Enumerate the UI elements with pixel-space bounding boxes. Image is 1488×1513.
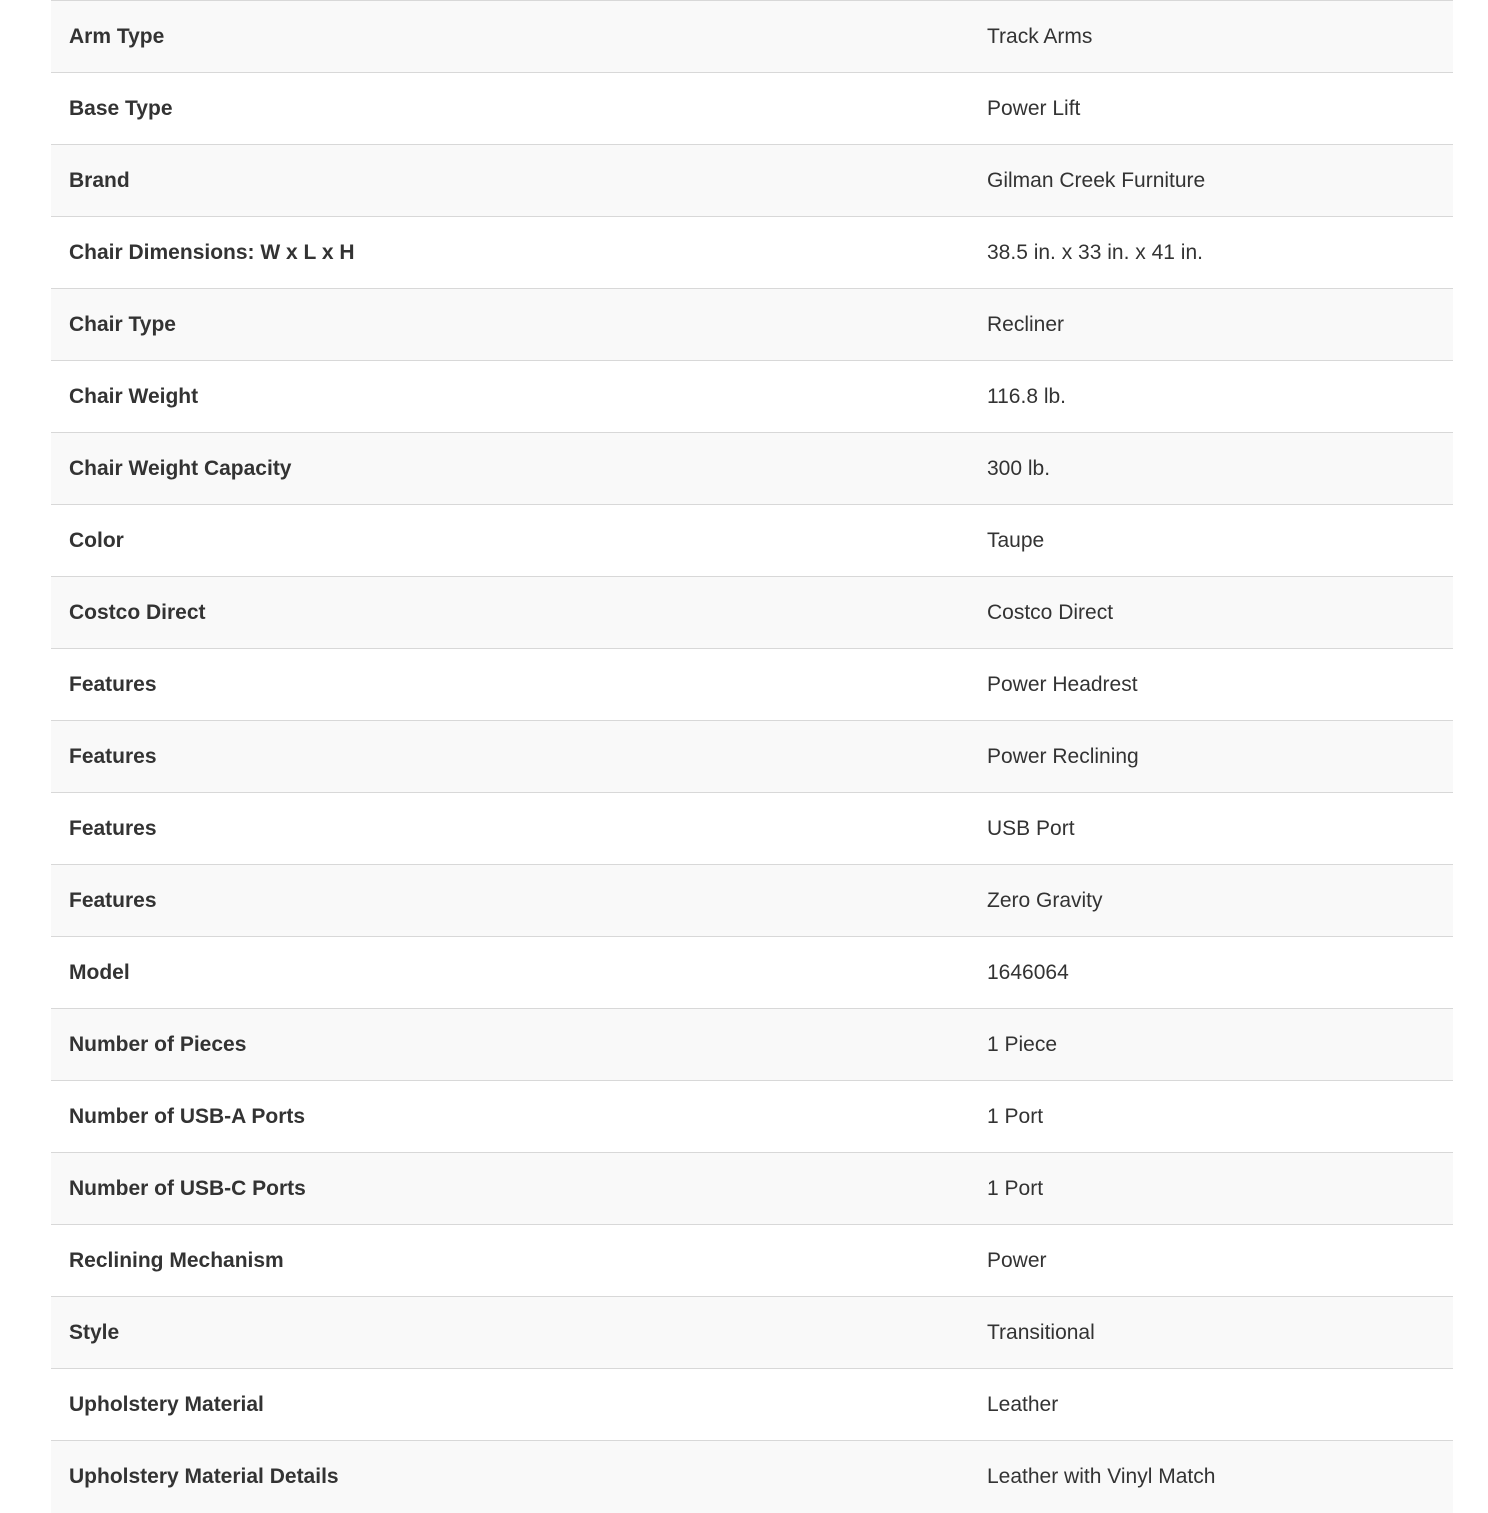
spec-row-color [51, 505, 1453, 577]
spec-row-features [51, 721, 1453, 793]
spec-value: 1 Port [969, 1081, 1453, 1153]
spec-row-number-of-pieces [51, 1009, 1453, 1081]
spec-value: 1646064 [969, 937, 1453, 1009]
spec-row-usb-a-ports [51, 1081, 1453, 1153]
spec-row-features [51, 865, 1453, 937]
spec-value: Costco Direct [969, 577, 1453, 649]
spec-value: Recliner [969, 289, 1453, 361]
specifications-table [51, 0, 1453, 1513]
spec-row-chair-weight [51, 361, 1453, 433]
spec-row-style [51, 1297, 1453, 1369]
spec-value: Leather with Vinyl Match [969, 1441, 1453, 1513]
spec-value: Gilman Creek Furniture [969, 145, 1453, 217]
spec-label: Base Type [51, 73, 969, 145]
spec-row-features [51, 649, 1453, 721]
spec-value: Zero Gravity [969, 865, 1453, 937]
specifications-table-body [51, 1, 1453, 1513]
spec-row-reclining-mechanism [51, 1225, 1453, 1297]
spec-value: 1 Piece [969, 1009, 1453, 1081]
spec-value: 38.5 in. x 33 in. x 41 in. [969, 217, 1453, 289]
spec-value: Power Reclining [969, 721, 1453, 793]
spec-label: Chair Weight Capacity [51, 433, 969, 505]
spec-value: 1 Port [969, 1153, 1453, 1225]
spec-label: Upholstery Material Details [51, 1441, 969, 1513]
spec-value: 116.8 lb. [969, 361, 1453, 433]
spec-label: Style [51, 1297, 969, 1369]
spec-label: Model [51, 937, 969, 1009]
spec-row-upholstery-material [51, 1369, 1453, 1441]
spec-label: Reclining Mechanism [51, 1225, 969, 1297]
spec-label: Color [51, 505, 969, 577]
spec-label: Number of USB-C Ports [51, 1153, 969, 1225]
spec-row-base-type [51, 73, 1453, 145]
spec-row-brand [51, 145, 1453, 217]
spec-row-chair-type [51, 289, 1453, 361]
spec-value: USB Port [969, 793, 1453, 865]
spec-label: Features [51, 793, 969, 865]
spec-value: Power Headrest [969, 649, 1453, 721]
spec-row-arm-type [51, 1, 1453, 73]
spec-label: Chair Dimensions: W x L x H [51, 217, 969, 289]
spec-label: Brand [51, 145, 969, 217]
spec-value: Track Arms [969, 1, 1453, 73]
spec-row-usb-c-ports [51, 1153, 1453, 1225]
spec-label: Costco Direct [51, 577, 969, 649]
spec-label: Number of Pieces [51, 1009, 969, 1081]
spec-label: Number of USB-A Ports [51, 1081, 969, 1153]
spec-row-upholstery-material-details [51, 1441, 1453, 1513]
spec-row-model [51, 937, 1453, 1009]
spec-label: Upholstery Material [51, 1369, 969, 1441]
spec-label: Features [51, 721, 969, 793]
spec-value: Transitional [969, 1297, 1453, 1369]
spec-value: Taupe [969, 505, 1453, 577]
spec-label: Arm Type [51, 1, 969, 73]
spec-label: Features [51, 865, 969, 937]
spec-row-chair-dimensions [51, 217, 1453, 289]
spec-row-chair-weight-capacity [51, 433, 1453, 505]
spec-row-costco-direct [51, 577, 1453, 649]
spec-label: Chair Type [51, 289, 969, 361]
spec-value: Power [969, 1225, 1453, 1297]
spec-value: Leather [969, 1369, 1453, 1441]
spec-value: Power Lift [969, 73, 1453, 145]
spec-label: Chair Weight [51, 361, 969, 433]
spec-row-features [51, 793, 1453, 865]
spec-value: 300 lb. [969, 433, 1453, 505]
spec-label: Features [51, 649, 969, 721]
